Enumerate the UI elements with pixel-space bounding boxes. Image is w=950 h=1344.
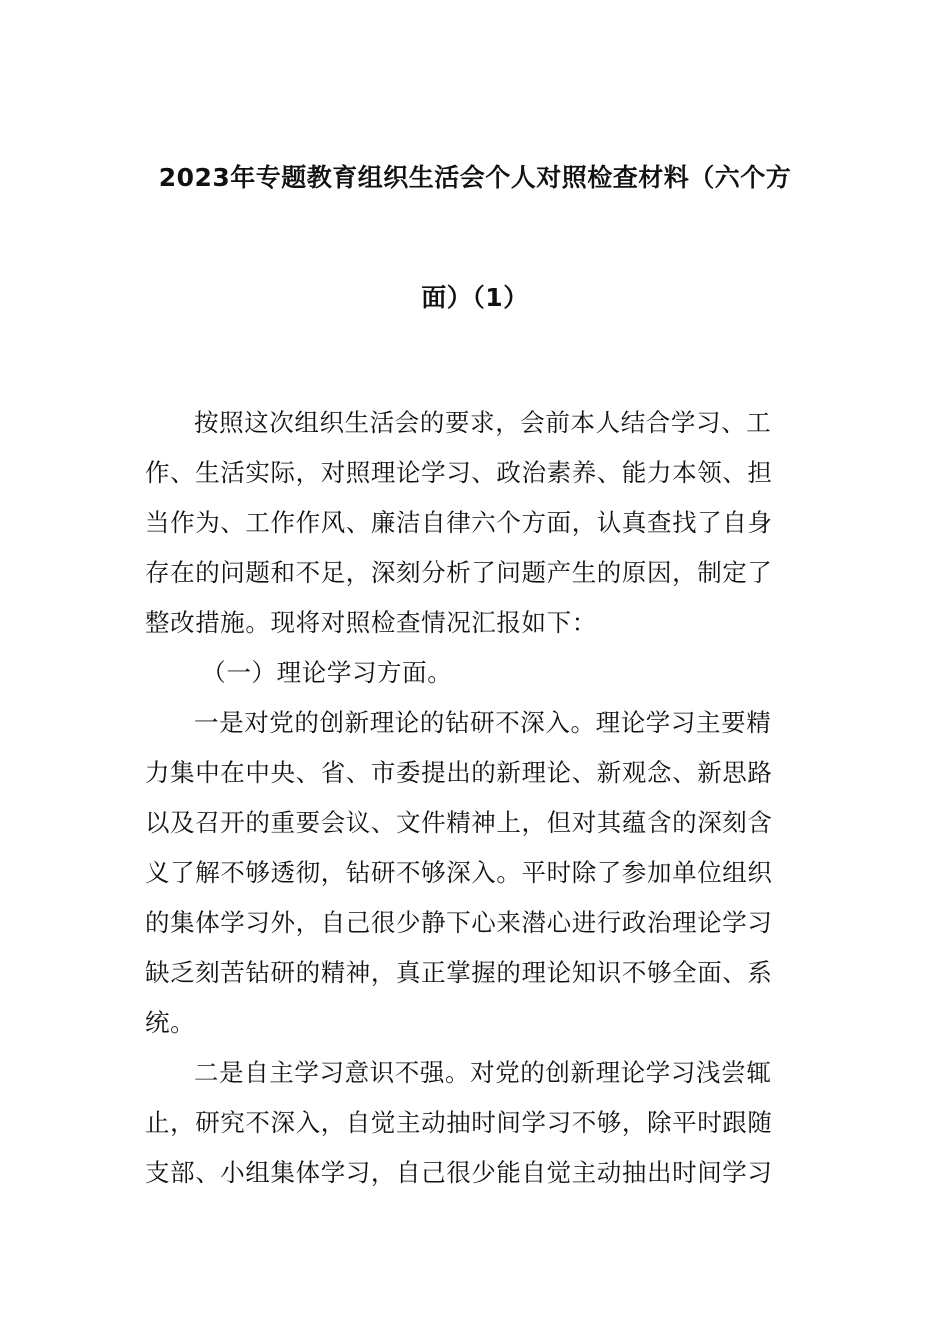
text-line: 按照这次组织生活会的要求，会前本人结合学习、工	[194, 408, 772, 437]
text-line: 的集体学习外，自己很少静下心来潜心进行政治理论学习	[145, 908, 773, 937]
document-body	[145, 398, 807, 1198]
section-heading	[145, 648, 807, 698]
text-line: 统。	[145, 1008, 196, 1037]
text-line: 缺乏刻苦钻研的精神，真正掌握的理论知识不够全面、系	[145, 958, 773, 987]
text-line: （一）理论学习方面。	[201, 658, 453, 687]
text-line: 一是对党的创新理论的钻研不深入。理论学习主要精	[194, 708, 772, 737]
text-line: 二是自主学习意识不强。对党的创新理论学习浅尝辄	[194, 1058, 772, 1087]
text-line: 支部、小组集体学习，自己很少能自觉主动抽出时间学习	[145, 1158, 773, 1187]
text-line: 存在的问题和不足，深刻分析了问题产生的原因，制定了	[145, 558, 773, 587]
text-line: 力集中在中央、省、市委提出的新理论、新观念、新思路	[145, 758, 773, 787]
text-line: 止，研究不深入，自觉主动抽时间学习不够，除平时跟随	[145, 1108, 773, 1137]
text-line: 作、生活实际，对照理论学习、政治素养、能力本领、担	[145, 458, 773, 487]
text-line: 义了解不够透彻，钻研不够深入。平时除了参加单位组织	[145, 858, 773, 887]
text-line: 整改措施。现将对照检查情况汇报如下：	[145, 608, 597, 637]
issue-paragraph-2	[145, 1048, 807, 1198]
text-line: 当作为、工作作风、廉洁自律六个方面，认真查找了自身	[145, 508, 773, 537]
document-title-line-2: 面）（1）	[421, 283, 529, 312]
intro-paragraph	[145, 398, 807, 648]
text-line: 以及召开的重要会议、文件精神上，但对其蕴含的深刻含	[145, 808, 773, 837]
document-title-line-1: 2023年专题教育组织生活会个人对照检查材料（六个方	[158, 163, 792, 192]
issue-paragraph-1	[145, 698, 807, 1048]
